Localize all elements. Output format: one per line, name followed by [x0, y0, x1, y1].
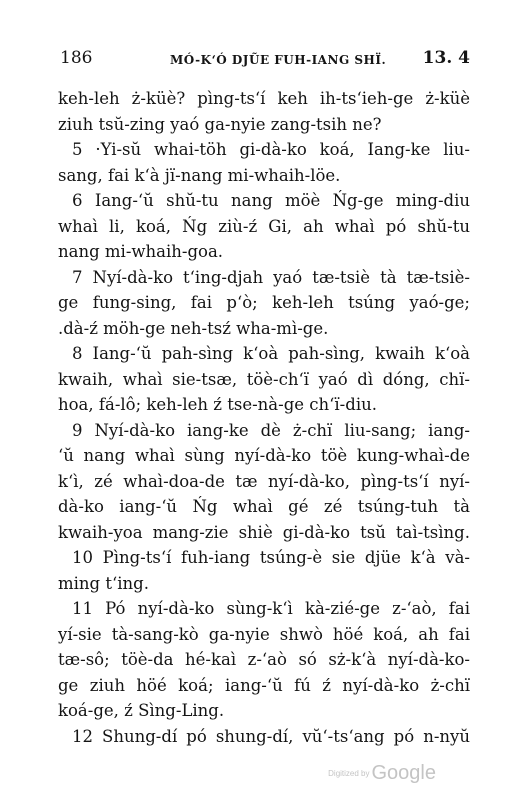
text-line: ziuh tsŭ-zing yaó ga-nyie zang-tsih ne?: [58, 114, 382, 134]
text-line: 12 Shung-dí pó shung-dí, vŭ‘-ts‘ang pó n-nyŭ: [72, 726, 470, 746]
page-header: [60, 46, 470, 70]
text-line: ge fung-sing, fai p‘ò; keh-leh tsúng yaó-ge;: [58, 293, 470, 312]
text-line: hoa, fá-lô; keh-leh ź tse-nà-ge ch‘ï-diu.: [58, 395, 377, 414]
text-line: ge ziuh höé koá; iang-‘ŭ fú ź nyí-dà-ko ż-chï: [58, 675, 470, 695]
text-line: nang mi-whaih-goa.: [58, 242, 224, 261]
watermark-brand: Google: [371, 762, 436, 784]
text-line: sang, fai k‘à jï-nang mi-whaih-löe.: [58, 165, 341, 185]
text-line: k‘ì, zé whaì-doa-de tæ nyí-dà-ko, pìng-ts‘í nyí-: [58, 471, 470, 491]
text-line: ‘ŭ nang whaì sùng nyí-dà-ko töè kung-whaì-de: [58, 446, 470, 465]
text-line: tæ-sô; töè-da hé-kaì z-‘aò só sż-k‘à nyí-dà-ko-: [58, 650, 470, 669]
text-line: koá-ge, ź Sìng-Ling.: [58, 701, 225, 720]
text-line: 11 Pó nyí-dà-ko sùng-k‘ì kà-zié-ge z-‘aò, fai: [72, 599, 470, 618]
watermark-prefix: Digitized by: [328, 768, 370, 778]
body-text: [58, 86, 470, 749]
text-line: ming t‘ing.: [58, 573, 149, 593]
text-line: .dà-ź möh-ge neh-tsź wha-mì-ge.: [58, 318, 329, 338]
text-line: 8 Iang-‘ŭ pah-sìng k‘oà pah-sìng, kwaih k‘oà: [72, 344, 470, 363]
text-line: 10 Pìng-ts‘í fuh-iang tsúng-è sie djüe k‘à và-: [72, 548, 470, 567]
text-line: kwaih-yoa mang-zie shiè gi-dà-ko tsŭ taì-tsìng.: [58, 522, 470, 542]
running-title: MÓ-K‘Ó DJŨE FUH-IANG SHÏ.: [170, 53, 387, 67]
text-line: whaì li, koá, Ńg ziù-ź Gi, ah whaì pó shŭ-tu: [58, 216, 470, 236]
text-line: 6 Iang-‘ŭ shŭ-tu nang möè Ńg-ge ming-diu: [72, 191, 470, 210]
text-line: keh-leh ż-küè? pìng-ts‘í keh ih-ts‘ieh-ge ż-küè: [58, 89, 470, 108]
chapter-reference: 13. 4: [422, 48, 470, 68]
page-number: 186: [60, 48, 93, 68]
text-line: 5 ·Yi-sŭ whai-töh gi-dà-ko koá, Iang-ke liu-: [72, 140, 470, 159]
text-line: yí-sie tà-sang-kò ga-nyie shwò höé koá, ah fai: [58, 624, 470, 644]
digitization-watermark: [328, 762, 436, 785]
text-line: dà-ko iang-‘ŭ Ńg whaì gé zé tsúng-tuh tà: [58, 497, 470, 516]
text-line: 7 Nyí-dà-ko t‘ing-djah yaó tæ-tsiè tà tæ-tsiè-: [72, 267, 470, 287]
text-line: 9 Nyí-dà-ko iang-ke dè ż-chï liu-sang; iang-: [72, 420, 470, 440]
text-line: kwaih, whaì sie-tsæ, töè-ch‘ï yaó dì dóng, chï-: [58, 369, 470, 389]
